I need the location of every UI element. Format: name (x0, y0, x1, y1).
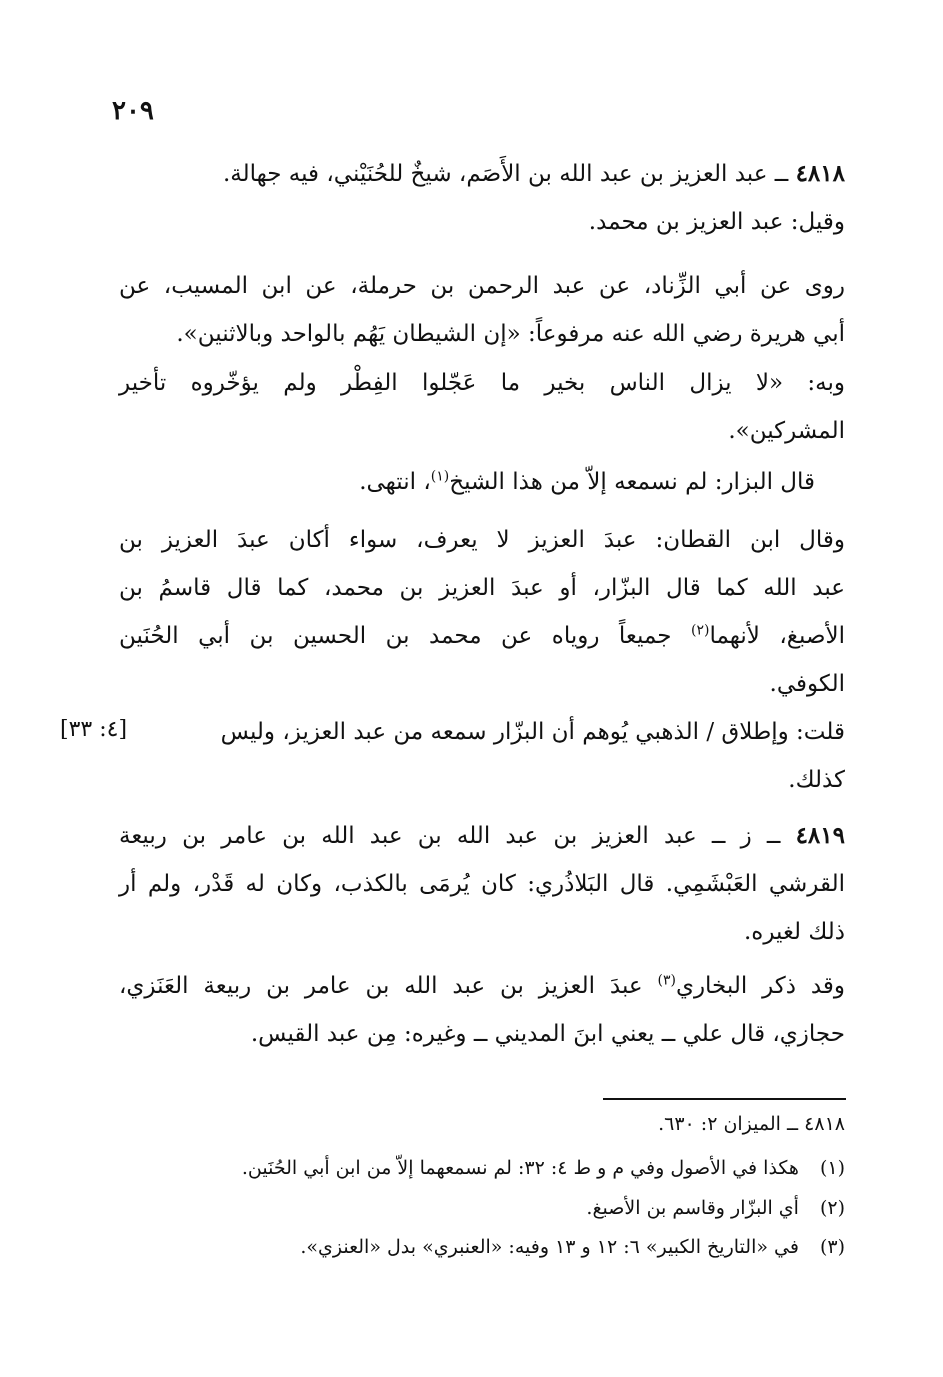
entry-line: ذلك لغيره. (743, 919, 845, 945)
paragraph-rawa (119, 262, 845, 358)
footnote-marker: (٢) (690, 622, 710, 639)
entry-4818 (125, 150, 845, 246)
entry-number: ٤٨١٨ (795, 160, 845, 187)
entry-line: القرشي العَبْشَمِي. قال البَلاذُري: كان يُرمَى بالكذب، وكان له قَدْر، ولم أر (119, 871, 845, 897)
paragraph-line: كذلك. (788, 767, 845, 793)
footnote-marker: (١) (430, 468, 450, 485)
page-number: ٢٠٩ (112, 96, 154, 126)
paragraph-line (119, 458, 815, 506)
entry-text: ــ عبد العزيز بن عبد الله بن الأَصَم، شيخٌ للحُنَيْني، فيه جهالة. (223, 161, 796, 187)
paragraph-wabih (119, 359, 845, 455)
paragraph-line: أبي هريرة رضي الله عنه مرفوعاً: «إن الشيطان يَهُم بالواحد وبالاثنين». (176, 321, 845, 347)
entry-4819 (119, 812, 845, 956)
paragraph-line: حجازي، قال علي ــ يعني ابنَ المديني ــ وغيره: مِن عبد القيس. (250, 1021, 845, 1047)
footnote-number: (١) (819, 1157, 845, 1179)
paragraph-qultu (139, 708, 845, 804)
paragraph-text: الأصبغ، لأنهما (709, 623, 845, 649)
entry-line (119, 812, 845, 860)
paragraph-line (119, 612, 845, 660)
paragraph-line: قلت: وإطلاق / الذهبي يُوهم أن البزّار سمعه من عبد العزيز، وليس (220, 719, 845, 745)
entry-line: وقيل: عبد العزيز بن محمد. (588, 209, 845, 235)
footnote-number: (٢) (819, 1197, 845, 1219)
entry-text: ــ ز ــ عبد العزيز بن عبد الله بن عبد الله بن عامر بن ربيعة (119, 823, 796, 849)
paragraph-line: المشركين». (728, 418, 845, 444)
paragraph-line: وقال ابن القطان: عبدَ العزيز لا يعرف، سواء أكان عبدَ العزيز بن (119, 527, 845, 553)
footnote-marker: (٣) (657, 972, 676, 989)
paragraph-text: وقد ذكر البخاري (675, 973, 845, 999)
footnote-number: (٣) (819, 1236, 845, 1258)
footnote-item (300, 1236, 845, 1258)
paragraph-line: روى عن أبي الزِّناد، عن عبد الرحمن بن حرملة، عن ابن المسيب، عن (119, 273, 845, 299)
paragraph-bazzar (119, 458, 815, 506)
footnote-text: هكذا في الأصول وفي م و ط ٤: ٣٢: لم نسمعهما إلاّ من ابن أبي الحُنَين. (241, 1157, 799, 1179)
paragraph-line: عبد الله كما قال البزّار، أو عبدَ العزيز بن محمد، كما قال قاسمُ بن (119, 575, 845, 601)
paragraph-line (119, 962, 845, 1010)
entry-number: ٤٨١٩ (795, 822, 845, 849)
paragraph-bukhari (119, 962, 845, 1058)
footnote-item (586, 1197, 845, 1219)
footnote-source-ref: ٤٨١٨ ــ الميزان ٢: ٦٣٠. (658, 1113, 845, 1135)
paragraph-line: الكوفي. (769, 671, 845, 697)
paragraph-qattan (119, 516, 845, 708)
paragraph-text: قال البزار: لم نسمعه إلاّ من هذا الشيخ (449, 469, 815, 495)
paragraph-text: عبدَ العزيز بن عبد الله بن عامر بن ربيعة العَنَزي، (119, 973, 658, 999)
footnote-text: أي البزّار وقاسم بن الأصبغ. (586, 1197, 799, 1219)
footnote-text: في «التاريخ الكبير» ٦: ١٢ و ١٣ وفيه: «العنبري» بدل «العنزي». (300, 1236, 799, 1258)
paragraph-line: وبه: «لا يزال الناس بخير ما عَجّلوا الفِطْر ولم يؤخّروه تأخير (119, 370, 845, 396)
entry-line (125, 150, 845, 198)
margin-reference: [٤: ٣٣] (60, 717, 128, 742)
footnote-item (242, 1157, 845, 1179)
footnote-separator (603, 1098, 846, 1100)
paragraph-text: جميعاً روياه عن محمد بن الحسين بن أبي الحُنَين (119, 623, 691, 649)
paragraph-text: ، انتهى. (359, 469, 431, 495)
